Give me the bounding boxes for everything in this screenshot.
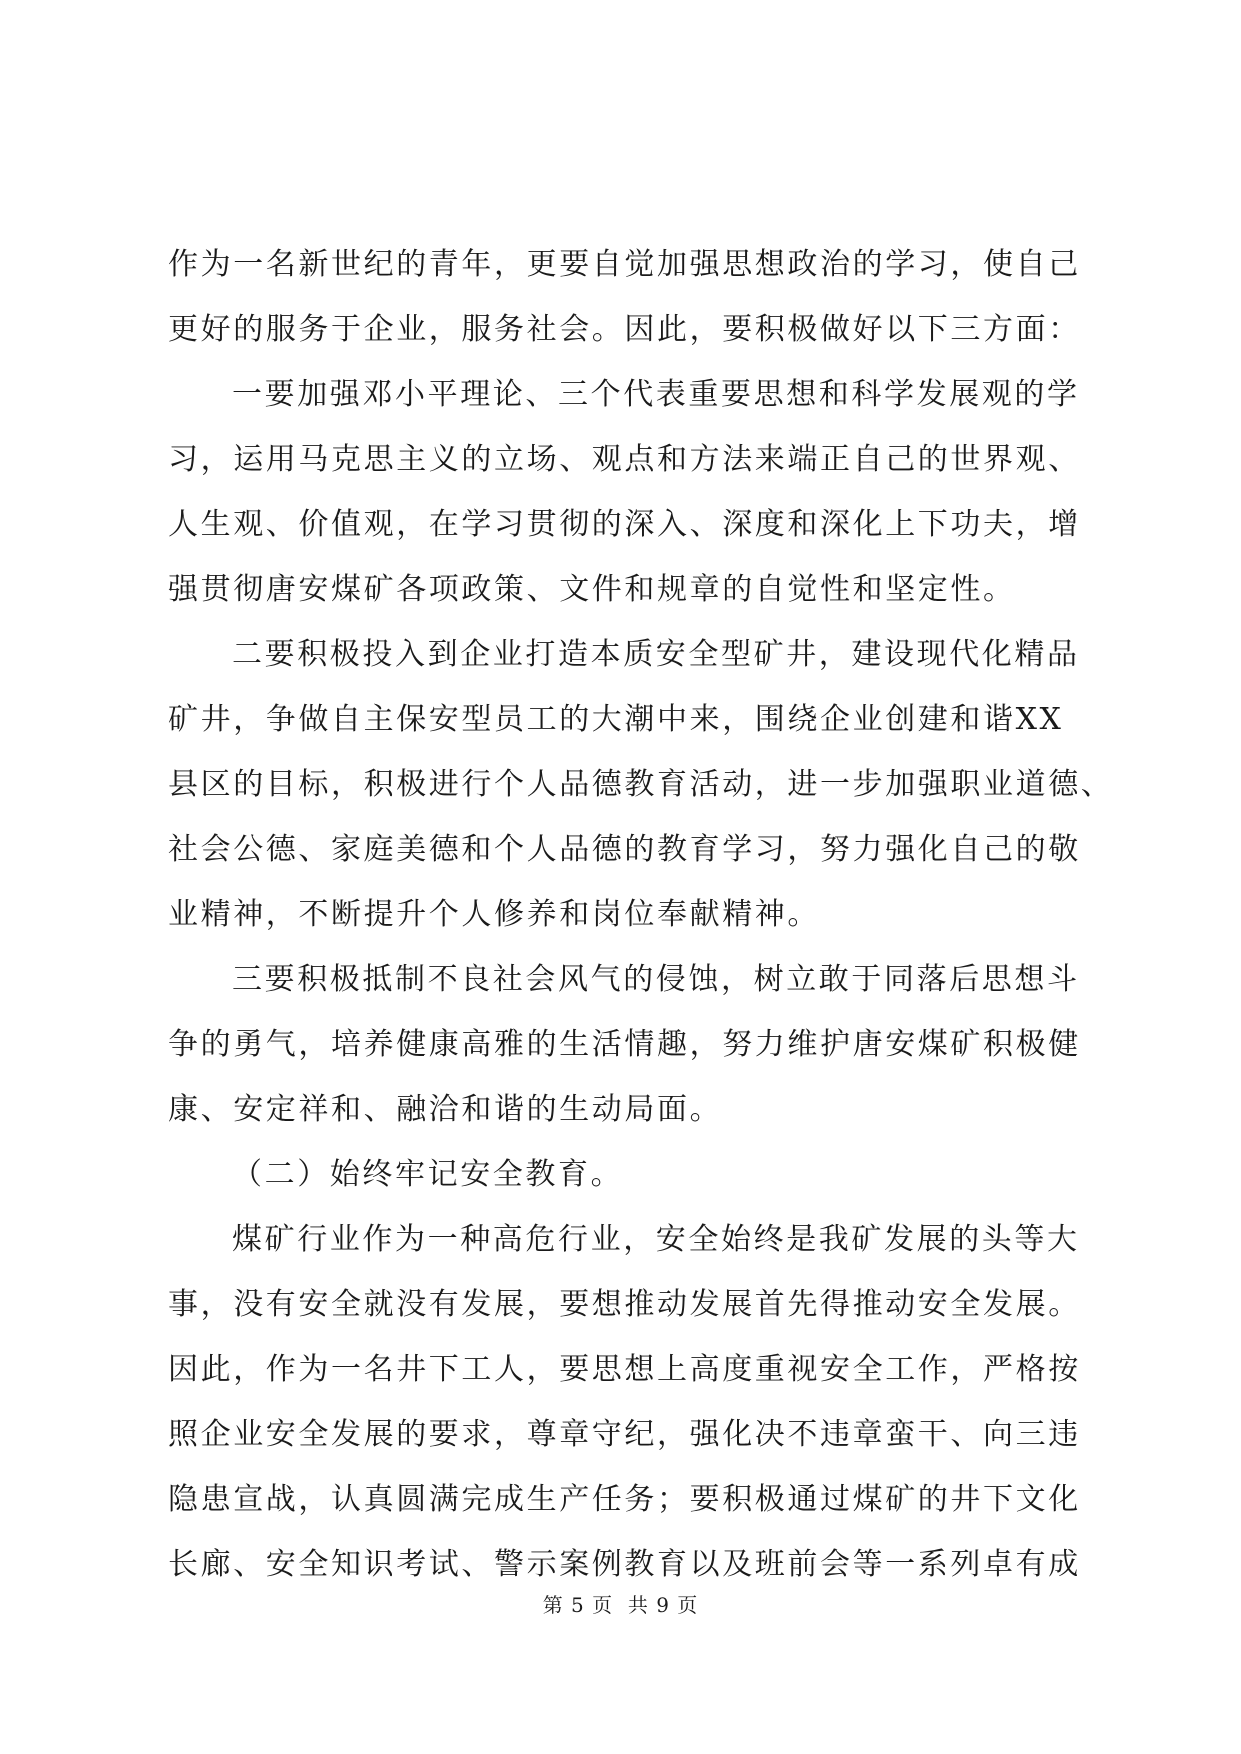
text-line: 作为一名新世纪的青年，更要自觉加强思想政治的学习，使自己 (168, 247, 1081, 282)
text-line: 更好的服务于企业，服务社会。因此，要积极做好以下三方面： (168, 312, 1081, 347)
paragraph-start-line: 二要积极投入到企业打造本质安全型矿井，建设现代化精品 (232, 637, 1080, 672)
text-line: 长廊、安全知识考试、警示案例教育以及班前会等一系列卓有成 (168, 1547, 1081, 1582)
text-line: 县区的目标，积极进行个人品德教育活动，进一步加强职业道德、 (168, 767, 1114, 802)
text-line: 争的勇气，培养健康高雅的生活情趣，努力维护唐安煤矿积极健 (168, 1027, 1081, 1062)
body-text (168, 232, 1114, 1597)
text-line: 康、安定祥和、融洽和谐的生动局面。 (168, 1092, 723, 1127)
text-line: 业精神，不断提升个人修养和岗位奉献精神。 (168, 897, 820, 932)
text-line: 照企业安全发展的要求，尊章守纪，强化决不违章蛮干、向三违 (168, 1417, 1081, 1452)
paragraph-start-line: 三要积极抵制不良社会风气的侵蚀，树立敢于同落后思想斗 (232, 962, 1080, 997)
section-heading: （二）始终牢记安全教育。 (232, 1157, 624, 1192)
text-line: 社会公德、家庭美德和个人品德的教育学习，努力强化自己的敬 (168, 832, 1081, 867)
text-line: 隐患宣战，认真圆满完成生产任务；要积极通过煤矿的井下文化 (168, 1482, 1081, 1517)
text-line: 因此，作为一名井下工人，要思想上高度重视安全工作，严格按 (168, 1352, 1081, 1387)
paragraph-start-line: 一要加强邓小平理论、三个代表重要思想和科学发展观的学 (232, 377, 1080, 412)
text-line: 习，运用马克思主义的立场、观点和方法来端正自己的世界观、 (168, 442, 1081, 477)
text-line: 事，没有安全就没有发展，要想推动发展首先得推动安全发展。 (168, 1287, 1081, 1322)
text-line: 强贯彻唐安煤矿各项政策、文件和规章的自觉性和坚定性。 (168, 572, 1016, 607)
text-line: 人生观、价值观，在学习贯彻的深入、深度和深化上下功夫，增 (168, 507, 1081, 542)
paragraph-start-line: 煤矿行业作为一种高危行业，安全始终是我矿发展的头等大 (232, 1222, 1080, 1257)
page-number-footer: 第 5 页 共 9 页 (542, 1593, 699, 1617)
text-line: 矿井，争做自主保安型员工的大潮中来，围绕企业创建和谐XX (168, 702, 1064, 737)
